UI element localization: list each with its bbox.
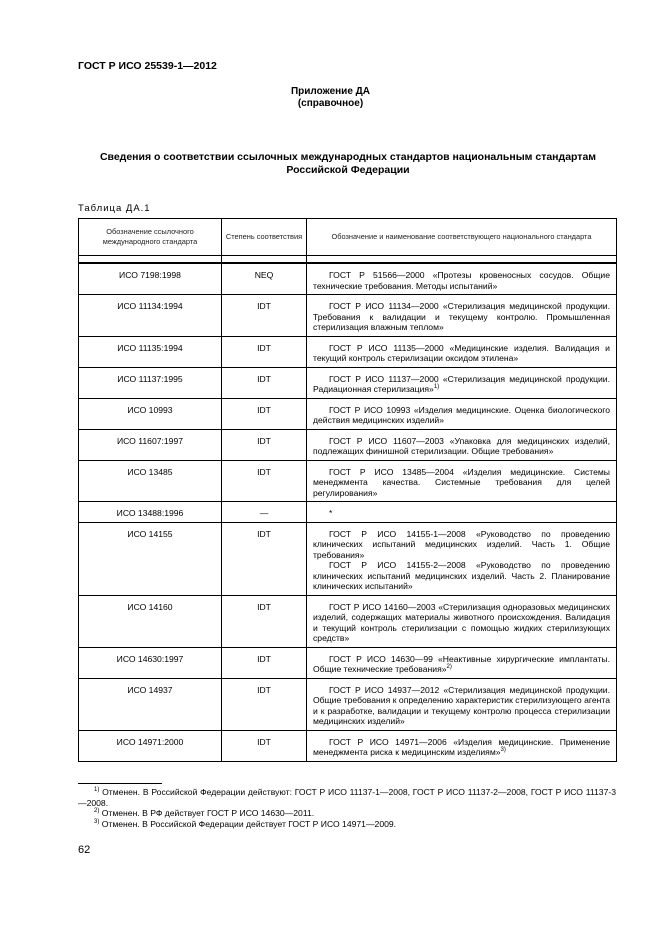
international-standard-cell: ИСО 7198:1998	[79, 263, 222, 295]
annex-subtitle: (справочное)	[297, 98, 364, 109]
national-standard-title: *	[329, 508, 333, 518]
national-standard-cell	[307, 502, 617, 523]
footnote-mark: 1)	[94, 787, 100, 794]
international-standard-cell: ИСО 13488:1996	[79, 502, 222, 523]
national-standard-cell	[307, 429, 617, 460]
international-standard-cell: ИСО 14630:1997	[79, 647, 222, 678]
header-national-standard: Обозначение и наименование соответствующего национального стандарта	[307, 219, 617, 256]
degree-cell: IDT	[222, 460, 307, 502]
table-row	[79, 398, 617, 429]
degree-cell: IDT	[222, 398, 307, 429]
table-row	[79, 595, 617, 647]
footnote-text: Отменен. В Российской Федерации действует ГОСТ Р ИСО 14971—2009.	[99, 818, 397, 829]
national-standard-title: ГОСТ Р ИСО 11135—2000 «Медицинские изделия. Валидация и текущий контроль стерилизации оксидом этилена»	[313, 342, 610, 363]
national-standard-title: ГОСТ Р ИСО 10993 «Изделия медицинские. Оценка биологического действия медицинских изделий»	[313, 404, 610, 425]
national-standard-text: ГОСТ Р ИСО 14155-2—2008 «Руководство по проведению клинических испытаний медицинских изделий. Часть 2. Планирование клинических испытаний»	[313, 560, 610, 591]
national-standard-cell	[307, 460, 617, 502]
national-standard-text	[313, 737, 610, 758]
header-spacer-row	[79, 256, 617, 264]
national-standard-cell	[307, 295, 617, 337]
national-standard-cell	[307, 647, 617, 678]
footnote-divider	[78, 783, 162, 784]
table-row	[79, 522, 617, 595]
degree-cell: IDT	[222, 522, 307, 595]
table-row	[79, 647, 617, 678]
page-number: 62	[78, 844, 91, 856]
table-row	[79, 367, 617, 398]
national-standard-text	[313, 270, 610, 291]
annex-title: Приложение ДА	[290, 86, 371, 97]
national-standard-title: ГОСТ Р ИСО 11134—2000 «Стерилизация медицинской продукции. Требования к валидации и текущему контролю. Промышленная стерилизация влажным теплом»	[313, 301, 610, 332]
national-standard-title: ГОСТ Р ИСО 11607—2003 «Упаковка для медицинских изделий, подлежащих финишной стерилизации. Общие требования»	[313, 435, 610, 456]
degree-cell: IDT	[222, 429, 307, 460]
footnote-text: Отменен. В РФ действует ГОСТ Р ИСО 14630—2011.	[99, 808, 315, 818]
correspondence-table	[78, 218, 617, 762]
national-standard-text	[313, 405, 610, 426]
table-row	[79, 678, 617, 730]
national-standard-title: ГОСТ Р ИСО 11137—2000 «Стерилизация медицинской продукции. Радиационная стерилизация»	[313, 373, 610, 394]
footnotes	[78, 787, 616, 829]
national-standard-text	[313, 374, 610, 395]
footnote-reference: 1)	[433, 384, 440, 391]
degree-cell: IDT	[222, 336, 307, 367]
degree-cell: IDT	[222, 647, 307, 678]
degree-cell: IDT	[222, 730, 307, 761]
international-standard-cell: ИСО 11134:1994	[79, 295, 222, 337]
footnote-mark: 2)	[94, 808, 100, 815]
national-standard-text	[313, 685, 610, 727]
table-row	[79, 502, 617, 523]
footnote-mark: 3)	[94, 818, 100, 825]
national-standard-text	[313, 343, 610, 364]
national-standard-cell	[307, 367, 617, 398]
national-standard-text	[313, 301, 610, 333]
international-standard-cell: ИСО 10993	[79, 398, 222, 429]
table-row	[79, 730, 617, 761]
national-standard-text	[313, 436, 610, 457]
header-international-standard: Обозначение ссылочного международного стандарта	[79, 219, 222, 256]
national-standard-cell	[307, 678, 617, 730]
national-standard-cell	[307, 595, 617, 647]
international-standard-cell: ИСО 11607:1997	[79, 429, 222, 460]
national-standard-title: ГОСТ Р ИСО 14971—2006 «Изделия медицинские. Применение менеджмента риска к медицинским изделиям»	[313, 736, 610, 757]
degree-cell: IDT	[222, 295, 307, 337]
national-standard-text	[313, 467, 610, 499]
table-row	[79, 295, 617, 337]
annex-heading	[0, 86, 661, 110]
national-standard-text	[313, 602, 610, 644]
international-standard-cell: ИСО 11135:1994	[79, 336, 222, 367]
national-standard-cell	[307, 398, 617, 429]
international-standard-cell: ИСО 14971:2000	[79, 730, 222, 761]
national-standard-cell	[307, 336, 617, 367]
footnote	[78, 819, 616, 830]
international-standard-cell: ИСО 13485	[79, 460, 222, 502]
national-standard-title: ГОСТ Р ИСО 14160—2003 «Стерилизация одноразовых медицинских изделий, содержащих материалы животного происхождения. Валидация и текущий контроль стерилизации с помощью жидких стерилизующих средств»	[313, 601, 610, 643]
table-row	[79, 429, 617, 460]
degree-cell: IDT	[222, 678, 307, 730]
national-standard-text	[313, 654, 610, 675]
international-standard-cell: ИСО 14160	[79, 595, 222, 647]
footnote	[78, 787, 616, 808]
header-degree: Степень соответствия	[222, 219, 307, 256]
table-caption: Таблица ДА.1	[78, 203, 151, 214]
table-header-row	[79, 219, 617, 256]
table-row	[79, 263, 617, 295]
footnote-text: Отменен. В Российской Федерации действуют: ГОСТ Р ИСО 11137-1—2008, ГОСТ Р ИСО 11137-2—2008, ГОСТ Р ИСО 11137-3—2008.	[78, 787, 616, 808]
national-standard-title: ГОСТ Р ИСО 14155-1—2008 «Руководство по проведению клинических испытаний медицинских изделий. Часть 1. Общие требования»	[313, 528, 610, 560]
document-header: ГОСТ Р ИСО 25539-1—2012	[78, 60, 217, 72]
degree-cell: IDT	[222, 367, 307, 398]
international-standard-cell: ИСО 11137:1995	[79, 367, 222, 398]
national-standard-cell	[307, 263, 617, 295]
degree-cell: IDT	[222, 595, 307, 647]
degree-cell: —	[222, 502, 307, 523]
international-standard-cell: ИСО 14155	[79, 522, 222, 595]
table-row	[79, 336, 617, 367]
international-standard-cell: ИСО 14937	[79, 678, 222, 730]
national-standard-title: ГОСТ Р ИСО 14937—2012 «Стерилизация медицинской продукции. Общие требования к определению характеристик стерилизующего агента и к разработке, валидации и текущему контролю процесса стерилизации медицинских изделий»	[313, 684, 610, 726]
national-standard-title: ГОСТ Р 51566—2000 «Протезы кровеносных сосудов. Общие технические требования. Методы испытаний»	[313, 270, 610, 291]
national-standard-title: ГОСТ Р ИСО 14630—99 «Неактивные хирургические имплантаты. Общие технические требования»	[313, 653, 610, 674]
footnote-reference: 3)	[500, 747, 506, 754]
national-standard-cell	[307, 730, 617, 761]
table-row	[79, 460, 617, 502]
footnote-reference: 2)	[446, 664, 452, 671]
national-standard-cell	[307, 522, 617, 595]
section-title: Сведения о соответствии ссылочных международных стандартов национальным стандартам Российской Федерации	[99, 151, 597, 176]
footnote	[78, 808, 616, 819]
national-standard-title: ГОСТ Р ИСО 13485—2004 «Изделия медицинские. Системы менеджмента качества. Системные требования для целей регулирования»	[313, 466, 610, 498]
national-standard-text	[313, 508, 610, 519]
degree-cell: NEQ	[222, 263, 307, 295]
national-standard-text	[313, 529, 610, 561]
